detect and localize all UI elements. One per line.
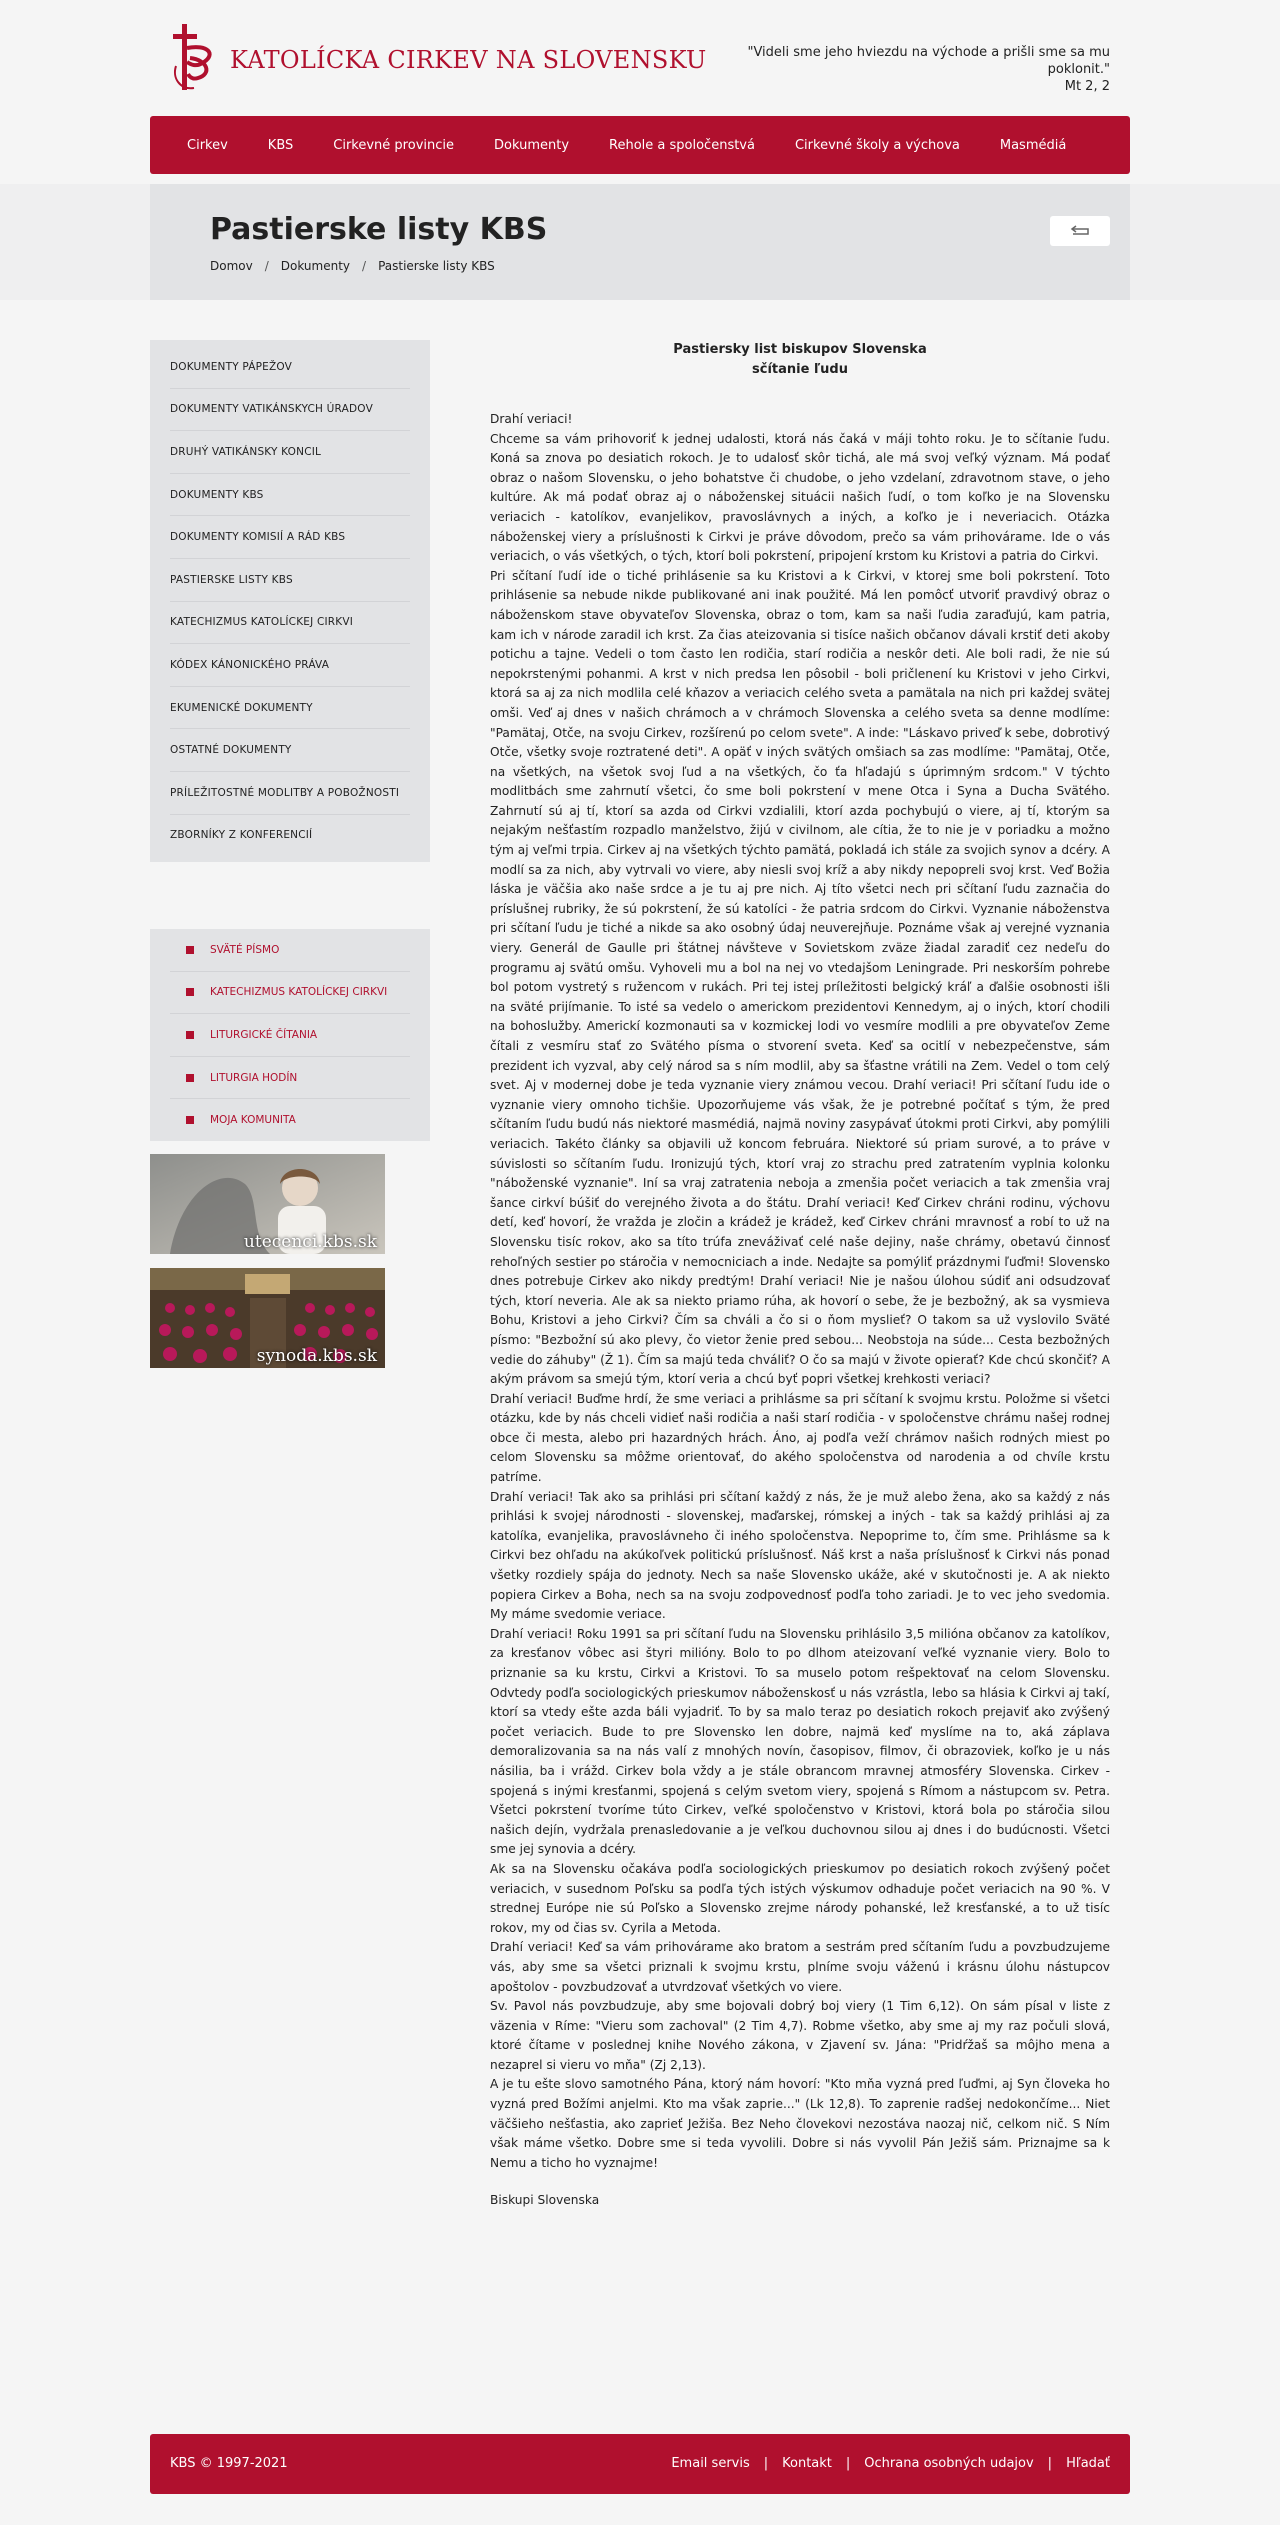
footer-link-kontakt[interactable]: Kontakt bbox=[782, 2456, 832, 2471]
nav-item-kbs[interactable]: KBS bbox=[267, 137, 294, 153]
site-footer bbox=[150, 2434, 1130, 2494]
sidebar-item-ekumenicke[interactable]: EKUMENICKÉ DOKUMENTY bbox=[170, 687, 410, 730]
breadcrumb-dokumenty[interactable]: Dokumenty bbox=[280, 259, 351, 273]
square-bullet-icon bbox=[186, 1074, 194, 1082]
banner-synoda[interactable] bbox=[150, 1268, 385, 1368]
sidebar-item-koncil[interactable]: DRUHÝ VATIKÁNSKY KONCIL bbox=[170, 431, 410, 474]
banner-caption: synoda.kbs.sk bbox=[256, 1346, 377, 1366]
sidebar-item-papezov[interactable]: DOKUMENTY PÁPEŽOV bbox=[170, 346, 410, 389]
footer-separator: | bbox=[763, 2456, 769, 2471]
page-banner bbox=[150, 184, 1130, 300]
article-heading bbox=[490, 340, 1110, 380]
nav-item-rehole[interactable]: Rehole a spoločenstvá bbox=[609, 137, 755, 153]
logo-text: KATOLÍCKA CIRKEV NA SLOVENSKU bbox=[230, 46, 707, 74]
return-arrow-icon bbox=[1069, 225, 1091, 237]
article-paragraph: Sv. Pavol nás povzbudzuje, aby sme bojovali dobrý boj viery (1 Tim 6,12). On sám písal v liste z väzenia v Ríme: "Vieru som zachoval" (2 Tim 4,7). Robme všetko, aby sme aj my raz počuli slová, ktoré čítame v poslednej knihe Nového zákona, v Zjavení sv. Jána: "Pridŕžaš sa môjho mena a nezaprel si vieru vo mňa" (Zj 2,13). bbox=[490, 1999, 1110, 2072]
footer-separator: | bbox=[845, 2456, 851, 2471]
footer-link-ochrana-udajov[interactable]: Ochrana osobných udajov bbox=[864, 2456, 1034, 2471]
link-liturgia-hodin[interactable] bbox=[170, 1057, 410, 1100]
page-title: Pastierske listy KBS bbox=[210, 212, 548, 247]
link-label: KATECHIZMUS KATOLÍCKEJ CIRKVI bbox=[210, 986, 388, 999]
quote-text: "Videli sme jeho hviezdu na východe a prišli sme sa mu poklonit." bbox=[747, 45, 1110, 77]
sidebar-item-zborniky[interactable]: ZBORNÍKY Z KONFERENCIÍ bbox=[170, 829, 313, 842]
square-bullet-icon bbox=[186, 946, 194, 954]
sidebar-item-kodex[interactable]: KÓDEX KÁNONICKÉHO PRÁVA bbox=[170, 644, 410, 687]
nav-item-dokumenty[interactable]: Dokumenty bbox=[494, 137, 570, 153]
cross-logo-icon bbox=[168, 18, 228, 98]
article-paragraph: Drahí veriaci! Buďme hrdí, že sme veriaci a prihlásme sa pri sčítaní k svojmu krstu. Položme si všetci otázku, kde by nás chceli vidieť naši rodičia a naši starí rodičia - v spoločenstve chrámu našej rodnej obce či mesta, alebo pri hazardných hrách. Áno, aj podľa veží chrámov našich rodných miest po celom Slovensku sa môžme orientovať, do akého spoločenstva od narodenia a od chvíle krstu patríme. bbox=[490, 1391, 1110, 1485]
square-bullet-icon bbox=[186, 1031, 194, 1039]
footer-link-hladat[interactable]: Hľadať bbox=[1066, 2456, 1110, 2471]
nav-item-provincie[interactable]: Cirkevné provincie bbox=[333, 137, 454, 153]
link-label: SVÄTÉ PÍSMO bbox=[210, 943, 280, 956]
article bbox=[490, 340, 1110, 2207]
breadcrumb-current: Pastierske listy KBS bbox=[378, 259, 495, 273]
sidebar-item-modlitby[interactable]: PRÍLEŽITOSTNÉ MODLITBY A POBOŽNOSTI bbox=[170, 772, 410, 815]
square-bullet-icon bbox=[186, 1116, 194, 1124]
article-paragraph: Drahí veriaci! Keď sa vám prihovárame ako bratom a sestrám pred sčítaním ľudu a povzbudzujeme vás, aby sme sa všetci priznali k svojmu krstu, plníme svoju váženú i krásnu úlohu nástupcov apoštolov - povzbudzovať a utvrdzovať všetkých vo viere. bbox=[490, 1940, 1110, 1994]
sidebar-item-katechizmus[interactable]: KATECHIZMUS KATOLÍCKEJ CIRKVI bbox=[170, 602, 410, 645]
site-logo[interactable] bbox=[168, 18, 707, 98]
main-navigation bbox=[150, 116, 1130, 174]
article-subtitle: sčítanie ľudu bbox=[752, 362, 848, 377]
article-paragraph: Drahí veriaci! Roku 1991 sa pri sčítaní ľudu na Slovensku prihlásilo 3,5 milióna občanov za katolíkov, za kresťanov vôbec asi štyri milióny. Bolo to po dlhom ateizovaní veľké vyznanie viery. Bolo to priznanie sa ku krstu, Cirkvi a Kristovi. To sa muselo potom rešpektovať na celom Slovensku. Odvtedy podľa sociologických prieskumov náboženskosť u nás vzrástla, lebo sa hlásia k Cirkvi aj takí, ktorí sa vtedy ešte azda báli vyjadriť. To by sa malo teraz po desiatich rokoch prejaviť ako zvýšený počet veriacich. Bude to pre Slovensko len dobre, najmä keď myslíme na to, aká záplava demoralizovania sa na nás valí z mnohých novín, časopisov, filmov, či obrazoviek, koľko je u nás násilia, ba i vrážd. Cirkev bola vždy a je stále obrancom mravnej atmosféry Slovenska. Cirkev - spojená s inými kresťanmi, spojená s celým svetom viery, spojená s Rímom a nástupcom sv. Petra. Všetci pokrstení tvoríme túto Cirkev, veľké spoločenstvo v Kristovi, ktorá bola po stáročia silou našich dejín, vydržala prenasledovanie a je veľkou duchovnou silou aj dnes i do budúcnosti. Všetci sme jej synovia a dcéry. bbox=[490, 1626, 1110, 1857]
sidebar-document-menu bbox=[150, 340, 430, 862]
link-svate-pismo[interactable] bbox=[170, 929, 410, 972]
banner-caption: utecenci.kbs.sk bbox=[243, 1232, 377, 1252]
quote-reference: Mt 2, 2 bbox=[1064, 79, 1110, 94]
link-katechizmus[interactable] bbox=[170, 972, 410, 1015]
link-label: LITURGIA HODÍN bbox=[210, 1071, 298, 1084]
back-button[interactable] bbox=[1050, 216, 1110, 246]
article-paragraph: A je tu ešte slovo samotného Pána, ktorý nám hovorí: "Kto mňa vyzná pred ľuďmi, aj Syn človeka ho vyzná pred Božími anjelmi. Kto ma však zaprie..." (Lk 12,8). To zaprenie radšej nedokončíme... Niet väčšieho nešťastia, ako zaprieť Ježiša. Bez Neho človekovi nezostáva naozaj nič, celkom nič. S Ním však máme všetko. Dobre sme si teda vyvolili. Dobre si nás vyvolil Pán Ježiš sám. Priznajme sa k Nemu a ticho ho vyznajme! bbox=[490, 2077, 1110, 2170]
sidebar-item-ostatne[interactable]: OSTATNÉ DOKUMENTY bbox=[170, 729, 410, 772]
link-moja-komunita[interactable] bbox=[170, 1099, 410, 1141]
article-paragraph: Pri sčítaní ľudí ide o tiché prihlásenie sa ku Kristovi a k Cirkvi, v ktorej sme boli pokrstení. Toto prihlásenie sa nebude nikde publikované ani inak použité. Má len pomôcť utvoriť pravdivý obraz o náboženskom stave obyvateľov Slovenska, obraz o tom, kam sa naši ľudia zaraďujú, kam patria, kam ich v národe zaradil ich krst. Za čias ateizovania si tisíce našich občanov dávali krstiť deti akoby potichu a tajne. Vedeli o tom často len rodičia, starí rodičia a neskôr deti. Ale boli radi, že nie sú nepokrstenými pohanmi. A krst v nich predsa len pôsobil - boli pričlenení ku Kristovi v jeho Cirkvi, ktorá sa aj za nich modlila celé kňazov a veriacich celého sveta a pamätala na nich pri každej svätej omši. Veď aj dnes v našich chrámoch a v chrámoch Slovenska a celého sveta sa denne modlíme: "Pamätaj, Otče, na svoju Cirkev, rozšírenú po celom svete". A inde: "Láskavo priveď k sebe, dobrotivý Otče, všetky svoje roztratené deti". A opäť v iných svätých omšiach sa zas modlíme: "Pamätaj, Otče, na všetkých, na všetok svoj ľud a na všetkých, čo ťa hľadajú s úprimným srdcom." V týchto modlitbách sme zahrnutí všetci, čo sme boli pokrstení v mene Otca i Syna a Ducha Svätého. Zahrnutí sú aj tí, ktorí sa azda od Cirkvi vzdialili, ktorí azda pochybujú o viere, aj tí, ktorým sa nejakým nešťastím rozpadlo manželstvo, žijú v civilnom, ale cítia, že to nie je v poriadku a možno tým aj veľmi trpia. Cirkev aj na všetkých týchto pamätá, pokladá ich stále za svojich synov a dcéry. A modlí sa za nich, aby vytrvali vo viere, aby niesli svoj kríž a aby nikdy nepopreli svoj krst. Veď Božia láska je väčšia ako naše srdce a je tu aj pre nich. Aj títo všetci nech pri sčítaní ľudu zaznačia do príslušnej rubriky, že sú pokrstení, že sú katolíci - že patria srdcom do Cirkvi. Vyznanie náboženstva pri sčítaní ľudu je tiché a nikde sa ako osobný údaj neuverejňuje. Poznáme však aj verejné vyznania viery. Generál de Gaulle pri štátnej návšteve v Sovietskom zväze žiadal zaradiť cez nedeľu do programu aj svätú omšu. Vyhoveli mu a bol na nej vo vtedajšom Leningrade. Pri neskorším pohrebe bol potom vystretý s ružencom v rukách. Pri tej istej príležitosti belgický kráľ a ďalšie osobnosti išli na sväté prijímanie. To isté sa vedelo o americkom prezidentovi Kennedym, aj o iných, ktorí chodili na bohoslužby. Americkí kozmonauti sa v kozmickej lodi vo vesmíre modlili a pre obyvateľov Zeme čítali z vesmíru stať zo Svätého písma o stvorení sveta. Keď sa ocitlí v nebezpečenstve, sám prezident ich vyzval, aby celý národ sa s ním modlil, aby sa šťastne vrátili na Zem. Vedel o tom celý svet. Aj v modernej dobe je teda vyznanie viery známou vecou. Drahí veriaci! Pri sčítaní ľudu ide o vyznanie viery omnoho tichšie. Upozorňujeme vás však, že je potrebné počítať s tým, že pred sčítaním ľudu budú nás niektoré masmédiá, najmä noviny zasypávať útokmi proti Cirkvi, aby pomýlili veriacich. Takéto články sa objavili už koncom februára. Niektoré sú priam surové, a to práve v súvislosti so sčítaním ľudu. Ironizujú tých, ktorí vraj zo strachu pred zatratením vyplnia kolonku "náboženské vyznanie". Iní sa vraj zatratenia neboja a zmenšia počet veriacich a tak zmenšia vraj šance cirkví búšiť do verejného života a do štátu. Drahí veriaci! Keď Cirkev chráni rodinu, výchovu detí, keď hovorí, že vražda je zločin a krádež je krádež, keď Cirkev chráni mravnosť a robí to už na Slovensku tisíc rokov, ako sa títo trúfa zneváživať celé naše dejiny, naše chrámy, obetavú činnosť rehoľných sestier po stáročia v nemocniciach a inde. Nedajte sa pomýliť prázdnymi ľuďmi! Slovensko dnes potrebuje Cirkev ako nikdy predtým! Drahí veriaci! Nie je našou úlohou súdiť ani odsudzovať tých, ktorí neveria. Ale ak sa niekto priamo rúha, ak hovorí o sebe, že je bezbožný, ak sa vysmieva Bohu, Kristovi a jeho Cirkvi? Čím sa chváli a čo si o ňom myslieť? O takom sa už vyslovilo Sväté písmo: "Bezbožní sú ako plevy, čo vietor ženie pred sebou... Neobstoja na súde... Cesta bezbožných vedie do záhuby" (Ž 1). Čím sa majú teda chváliť? O čo sa majú v živote opierať? Kde chcú skončiť? A akým právom sa smejú tým, ktorí veria a chcú byť popri všetkej krehkosti veriaci? bbox=[490, 568, 1110, 1387]
link-liturgicke-citania[interactable] bbox=[170, 1014, 410, 1057]
nav-item-masmedia[interactable]: Masmédiá bbox=[999, 137, 1067, 153]
footer-separator: | bbox=[1047, 2456, 1053, 2471]
breadcrumb-home[interactable]: Domov bbox=[210, 259, 253, 273]
link-label: LITURGICKÉ ČÍTANIA bbox=[210, 1028, 318, 1041]
article-body bbox=[490, 410, 1110, 2173]
breadcrumb-separator: / bbox=[362, 259, 367, 273]
sidebar-item-vatikanskych-uradov[interactable]: DOKUMENTY VATIKÁNSKYCH ÚRADOV bbox=[170, 389, 410, 432]
breadcrumb-separator: / bbox=[264, 259, 269, 273]
article-salutation: Drahí veriaci! bbox=[490, 412, 573, 426]
square-bullet-icon bbox=[186, 988, 194, 996]
article-paragraph: Drahí veriaci! Tak ako sa prihlási pri sčítaní každý z nás, že je muž alebo žena, ako sa každý z nás prihlási k svojej národnosti - slovenskej, maďarskej, rómskej a iných - tak sa každý prihlási aj za katolíka, evanjelika, pravoslávneho či iného spoločenstva. Nepoprime to, čím sme. Prihlásme sa k Cirkvi bez ohľadu na akúkoľvek politickú príslušnosť. Náš krst a naša príslušnosť k Cirkvi nás ponad všetky rozdiely spája do jednoty. Nech sa naše Slovensko ukáže, aké v skutočnosti je. A ak niekto popiera Cirkev a Boha, nech sa na svoju zodpovednosť podľa toho zariadi. Je to vec jeho svedomia. My máme svedomie veriace. bbox=[490, 1489, 1110, 1622]
nav-item-cirkev[interactable]: Cirkev bbox=[187, 137, 228, 153]
header-quote bbox=[690, 44, 1110, 95]
article-title: Pastiersky list biskupov Slovenska bbox=[673, 342, 927, 357]
article-paragraph: Chceme sa vám prihovoriť k jednej udalosti, ktorá nás čaká v máji tohto roku. Je to sčítanie ľudu. Koná sa znova po desiatich rokoch. Je to udalosť skôr tichá, ale má svoj veľký význam. Má podať obraz o našom Slovensku, o jeho bohatstve či chudobe, o jeho vzdelaní, zdravotnom stave, o jeho kultúre. Ak má podať obraz aj o náboženskej situácii našich ľudí, o tom koľko je na Slovensku veriacich - katolíkov, evanjelikov, pravoslávnych a iných, a koľko je i neveriacich. Otázka náboženskej viery a príslušnosti k Cirkvi je práve dôvodom, prečo sa vám prihovárame. Ide o vás veriacich, o vás všetkých, o tých, ktorí boli pokrstení, pripojení krstom ku Kristovi a patria do Cirkvi. bbox=[490, 431, 1110, 564]
banner-utecenci[interactable] bbox=[150, 1154, 385, 1254]
footer-copyright: KBS © 1997-2021 bbox=[170, 2456, 288, 2471]
article-paragraph: Ak sa na Slovensku očakáva podľa sociologických prieskumov po desiatich rokoch zvýšený počet veriacich, v susednom Poľsku sa podľa tých istých výskumov odhaduje počet veriacich na 90 %. V strednej Európe nie sú Poľsko a Slovensko zrejme národy pohanské, lež kresťanské, a to už tisíc rokov, my od čias sv. Cyrila a Metoda. bbox=[490, 1861, 1110, 1935]
sidebar-item-komisii[interactable]: DOKUMENTY KOMISIÍ A RÁD KBS bbox=[170, 516, 410, 559]
breadcrumb bbox=[210, 259, 495, 273]
footer-link-email-servis[interactable]: Email servis bbox=[671, 2456, 750, 2471]
link-label: MOJA KOMUNITA bbox=[210, 1114, 296, 1127]
article-signature: Biskupi Slovenska bbox=[490, 2193, 600, 2208]
footer-links bbox=[671, 2456, 1110, 2471]
sidebar-item-dokumenty-kbs[interactable]: DOKUMENTY KBS bbox=[170, 474, 410, 517]
sidebar-quick-links bbox=[150, 929, 430, 1141]
sidebar-item-pastierske-listy[interactable]: PASTIERSKE LISTY KBS bbox=[170, 559, 410, 602]
nav-item-skoly[interactable]: Cirkevné školy a výchova bbox=[794, 137, 960, 153]
